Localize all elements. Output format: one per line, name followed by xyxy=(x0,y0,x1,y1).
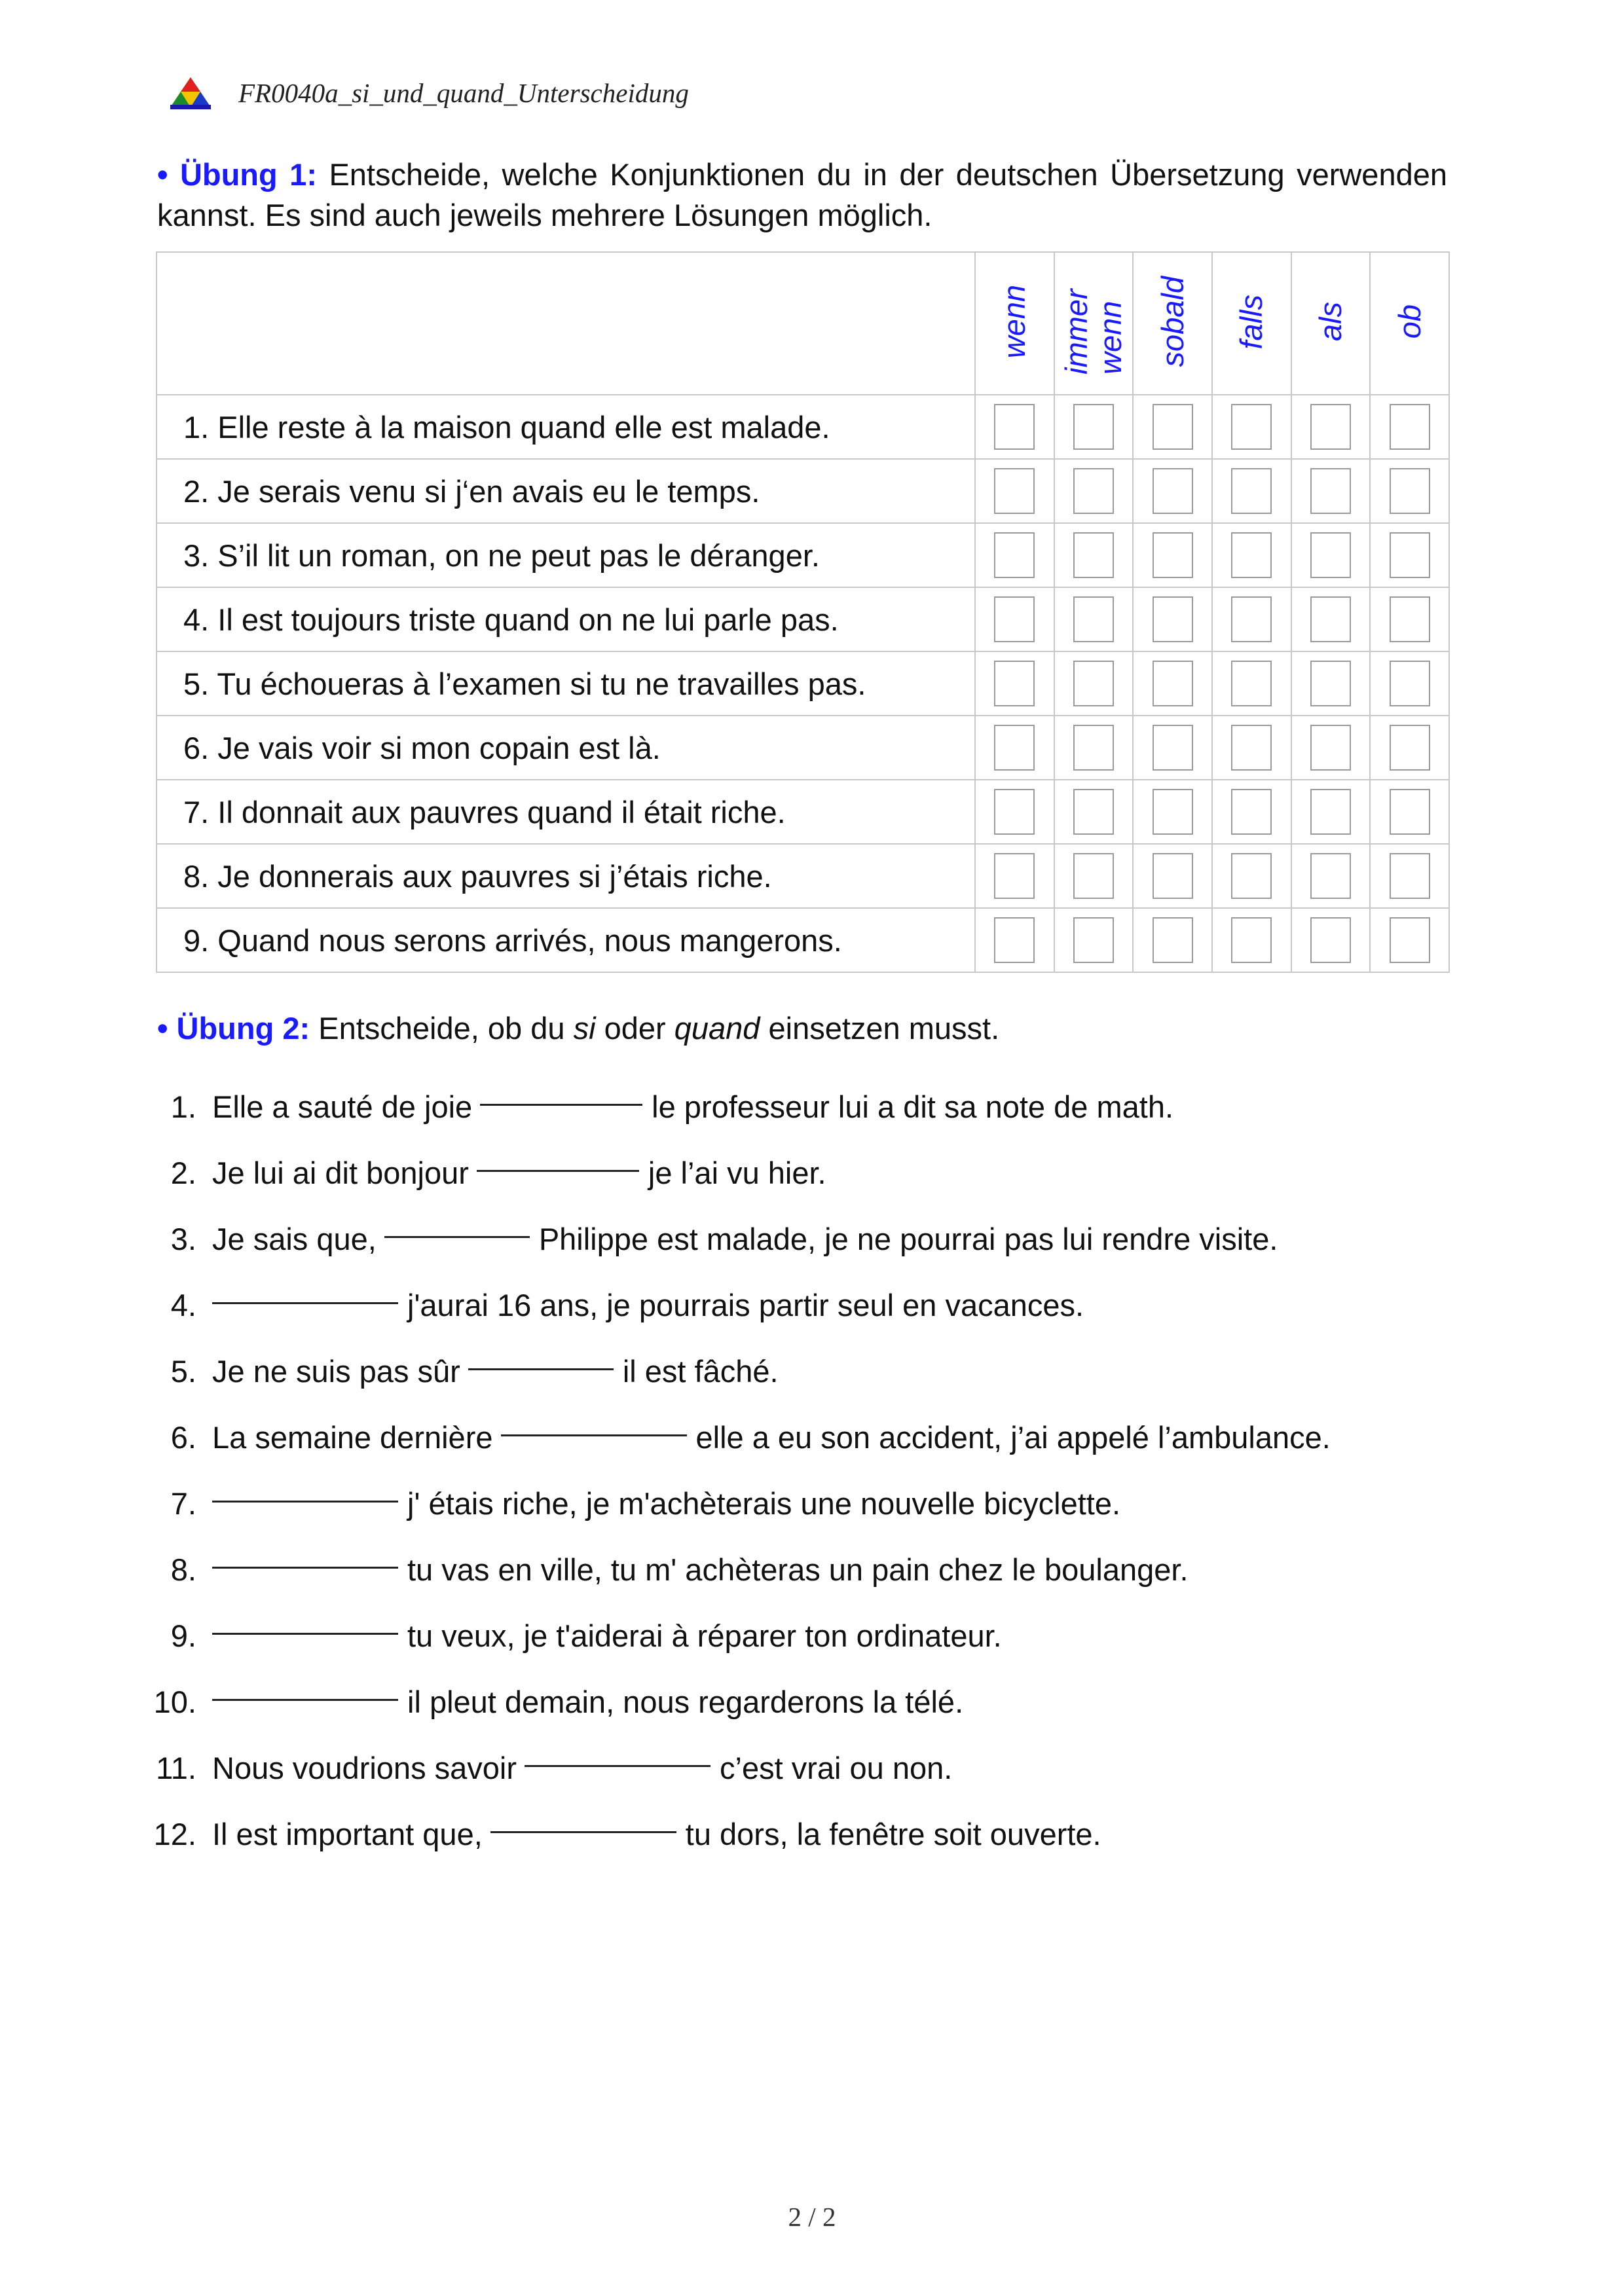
checkbox-cell xyxy=(1212,651,1291,716)
answer-checkbox[interactable] xyxy=(1390,404,1430,450)
checkbox-cell xyxy=(1291,523,1371,587)
sentence-cell: 3. S’il lit un roman, on ne peut pas le déranger. xyxy=(157,523,975,587)
table-row xyxy=(157,780,1449,844)
checkbox-cell xyxy=(1054,716,1134,780)
answer-checkbox[interactable] xyxy=(1390,596,1430,642)
answer-checkbox[interactable] xyxy=(994,917,1035,963)
exercise1-label: Übung 1: xyxy=(179,157,317,192)
checkbox-cell xyxy=(975,651,1054,716)
answer-blank[interactable] xyxy=(468,1338,614,1370)
checkbox-cell xyxy=(1212,459,1291,523)
exercise1-instructions: Entscheide, welche Konjunktionen du in der deutschen Übersetzung verwenden kannst. Es sind auch jeweils mehrere Lösungen möglich. xyxy=(157,157,1447,232)
column-header-sobald: sobald xyxy=(1133,252,1212,395)
checkbox-cell xyxy=(1291,395,1371,459)
answer-checkbox[interactable] xyxy=(1153,596,1193,642)
answer-checkbox[interactable] xyxy=(1231,789,1272,835)
answer-checkbox[interactable] xyxy=(1153,725,1193,771)
checkbox-cell xyxy=(1291,780,1371,844)
checkbox-cell xyxy=(1370,780,1449,844)
checkbox-cell xyxy=(1212,587,1291,651)
answer-checkbox[interactable] xyxy=(1231,596,1272,642)
bullet-icon: • xyxy=(157,157,168,192)
text-after-blank: j' étais riche, je m'achèterais une nouvelle bicyclette. xyxy=(407,1486,1121,1521)
answer-blank[interactable] xyxy=(212,1669,398,1701)
answer-checkbox[interactable] xyxy=(1073,596,1114,642)
item-number: 6. xyxy=(170,1420,196,1455)
document-title: FR0040a_si_und_quand_Unterscheidung xyxy=(238,78,689,108)
answer-checkbox[interactable] xyxy=(1153,404,1193,450)
checkbox-cell xyxy=(1054,587,1134,651)
checkbox-cell xyxy=(975,395,1054,459)
item-text xyxy=(204,1537,1189,1603)
answer-checkbox[interactable] xyxy=(994,468,1035,514)
list-item xyxy=(131,1537,1506,1603)
answer-checkbox[interactable] xyxy=(1310,468,1351,514)
fill-in-list xyxy=(131,1074,1506,1867)
table-row xyxy=(157,459,1449,523)
list-item xyxy=(131,1140,1506,1206)
sentence-cell: 2. Je serais venu si j‘en avais eu le temps. xyxy=(157,459,975,523)
answer-checkbox[interactable] xyxy=(1153,789,1193,835)
column-header-wenn: wenn xyxy=(975,252,1054,395)
checkbox-cell xyxy=(1054,908,1134,972)
answer-checkbox[interactable] xyxy=(1231,468,1272,514)
answer-checkbox[interactable] xyxy=(1073,404,1114,450)
answer-checkbox[interactable] xyxy=(1390,661,1430,706)
answer-blank[interactable] xyxy=(480,1074,642,1106)
exercise2-instruction-start: Entscheide, ob du xyxy=(318,1011,565,1046)
table-row xyxy=(157,844,1449,908)
checkbox-cell xyxy=(1133,780,1212,844)
text-before-blank: Je lui ai dit bonjour xyxy=(212,1156,469,1190)
answer-blank[interactable] xyxy=(477,1140,639,1172)
table-row xyxy=(157,651,1449,716)
checkbox-cell xyxy=(1133,459,1212,523)
list-item xyxy=(131,1735,1506,1801)
table-row xyxy=(157,523,1449,587)
text-before-blank: Il est important que, xyxy=(212,1817,483,1851)
checkbox-cell xyxy=(1370,844,1449,908)
exercise2-instruction-end: einsetzen musst. xyxy=(768,1011,1000,1046)
page-number: 2 / 2 xyxy=(788,2202,836,2232)
checkbox-cell xyxy=(1370,587,1449,651)
answer-blank[interactable] xyxy=(501,1404,687,1436)
item-number: 1. xyxy=(170,1089,196,1124)
answer-checkbox[interactable] xyxy=(1310,404,1351,450)
answer-checkbox[interactable] xyxy=(1310,789,1351,835)
checkbox-cell xyxy=(1291,587,1371,651)
answer-checkbox[interactable] xyxy=(1390,917,1430,963)
checkbox-cell xyxy=(1054,459,1134,523)
answer-checkbox[interactable] xyxy=(1073,661,1114,706)
answer-checkbox[interactable] xyxy=(1310,917,1351,963)
conjunction-table xyxy=(156,251,1450,973)
bullet-icon: • xyxy=(157,1011,168,1046)
exercise2-instruction-middle: oder xyxy=(604,1011,666,1046)
list-item xyxy=(131,1272,1506,1338)
item-text xyxy=(204,1074,1173,1140)
answer-checkbox[interactable] xyxy=(1073,853,1114,899)
sentence-cell: 6. Je vais voir si mon copain est là. xyxy=(157,716,975,780)
item-text xyxy=(204,1404,1331,1470)
answer-checkbox[interactable] xyxy=(1390,789,1430,835)
checkbox-cell xyxy=(1054,780,1134,844)
answer-checkbox[interactable] xyxy=(994,404,1035,450)
checkbox-cell xyxy=(1212,844,1291,908)
item-text xyxy=(204,1206,1278,1272)
text-before-blank: Je sais que, xyxy=(212,1222,377,1256)
answer-checkbox[interactable] xyxy=(994,661,1035,706)
answer-checkbox[interactable] xyxy=(1310,596,1351,642)
sentence-cell: 9. Quand nous serons arrivés, nous mangerons. xyxy=(157,908,975,972)
answer-checkbox[interactable] xyxy=(1390,532,1430,578)
checkbox-cell xyxy=(1370,716,1449,780)
answer-blank[interactable] xyxy=(490,1801,676,1833)
checkbox-cell xyxy=(1291,908,1371,972)
answer-checkbox[interactable] xyxy=(1310,532,1351,578)
answer-checkbox[interactable] xyxy=(994,596,1035,642)
answer-checkbox[interactable] xyxy=(1390,725,1430,771)
checkbox-cell xyxy=(1370,523,1449,587)
answer-checkbox[interactable] xyxy=(1231,853,1272,899)
answer-checkbox[interactable] xyxy=(1073,468,1114,514)
sentence-cell: 7. Il donnait aux pauvres quand il était riche. xyxy=(157,780,975,844)
text-after-blank: j'aurai 16 ans, je pourrais partir seul en vacances. xyxy=(407,1288,1084,1322)
table-row xyxy=(157,908,1449,972)
sentence-cell: 1. Elle reste à la maison quand elle est malade. xyxy=(157,395,975,459)
answer-checkbox[interactable] xyxy=(994,789,1035,835)
answer-blank[interactable] xyxy=(212,1470,398,1503)
column-header-falls: falls xyxy=(1212,252,1291,395)
text-after-blank: c’est vrai ou non. xyxy=(720,1751,953,1785)
checkbox-cell xyxy=(1212,395,1291,459)
text-after-blank: tu vas en ville, tu m' achèteras un pain chez le boulanger. xyxy=(407,1552,1189,1587)
answer-checkbox[interactable] xyxy=(994,532,1035,578)
document-header xyxy=(169,73,689,113)
exercise1-heading xyxy=(157,155,1447,236)
answer-checkbox[interactable] xyxy=(994,725,1035,771)
answer-checkbox[interactable] xyxy=(1310,661,1351,706)
sentence-cell: 4. Il est toujours triste quand on ne lui parle pas. xyxy=(157,587,975,651)
item-number: 7. xyxy=(170,1486,196,1521)
item-text xyxy=(204,1272,1084,1338)
checkbox-cell xyxy=(1133,523,1212,587)
checkbox-cell xyxy=(1133,716,1212,780)
checkbox-cell xyxy=(1133,395,1212,459)
text-after-blank: le professeur lui a dit sa note de math. xyxy=(652,1089,1174,1124)
answer-checkbox[interactable] xyxy=(1073,725,1114,771)
checkbox-cell xyxy=(1212,716,1291,780)
exercise2-label: Übung 2: xyxy=(176,1011,310,1046)
lernwerk-logo-icon xyxy=(169,76,212,110)
checkbox-cell xyxy=(975,459,1054,523)
checkbox-cell xyxy=(1291,651,1371,716)
item-number: 4. xyxy=(170,1288,196,1322)
answer-checkbox[interactable] xyxy=(1390,853,1430,899)
text-after-blank: il pleut demain, nous regarderons la télé. xyxy=(407,1685,964,1719)
checkbox-cell xyxy=(975,523,1054,587)
checkbox-cell xyxy=(1054,844,1134,908)
table-row xyxy=(157,716,1449,780)
item-text xyxy=(204,1669,963,1735)
checkbox-cell xyxy=(975,780,1054,844)
answer-checkbox[interactable] xyxy=(1153,468,1193,514)
list-item xyxy=(131,1669,1506,1735)
text-after-blank: elle a eu son accident, j’ai appelé l’ambulance. xyxy=(695,1420,1331,1455)
answer-blank[interactable] xyxy=(212,1272,398,1304)
text-after-blank: je l’ai vu hier. xyxy=(648,1156,826,1190)
answer-checkbox[interactable] xyxy=(1153,853,1193,899)
answer-checkbox[interactable] xyxy=(1153,532,1193,578)
table-corner-cell xyxy=(157,252,975,395)
answer-checkbox[interactable] xyxy=(1390,468,1430,514)
table-row xyxy=(157,395,1449,459)
checkbox-cell xyxy=(1133,651,1212,716)
item-number: 11. xyxy=(156,1751,196,1785)
checkbox-cell xyxy=(1291,844,1371,908)
sentence-cell: 5. Tu échoueras à l’examen si tu ne travailles pas. xyxy=(157,651,975,716)
list-item xyxy=(131,1470,1506,1537)
list-item xyxy=(131,1206,1506,1272)
item-number: 10. xyxy=(153,1685,196,1719)
item-number: 5. xyxy=(170,1354,196,1389)
answer-checkbox[interactable] xyxy=(1073,532,1114,578)
list-item xyxy=(131,1801,1506,1867)
column-header-immer-wenn: immer wenn xyxy=(1054,252,1134,395)
column-header-ob: ob xyxy=(1370,252,1449,395)
text-before-blank: La semaine dernière xyxy=(212,1420,493,1455)
list-item xyxy=(131,1338,1506,1404)
item-text xyxy=(204,1603,1002,1669)
checkbox-cell xyxy=(1370,651,1449,716)
item-number: 8. xyxy=(170,1552,196,1587)
answer-checkbox[interactable] xyxy=(1153,917,1193,963)
answer-checkbox[interactable] xyxy=(1310,725,1351,771)
answer-checkbox[interactable] xyxy=(1231,661,1272,706)
exercise2-heading xyxy=(157,1008,1447,1049)
answer-blank[interactable] xyxy=(212,1537,398,1569)
checkbox-cell xyxy=(1054,395,1134,459)
checkbox-cell xyxy=(975,908,1054,972)
answer-checkbox[interactable] xyxy=(1310,853,1351,899)
checkbox-cell xyxy=(1133,844,1212,908)
item-text xyxy=(204,1338,779,1404)
text-before-blank: Nous voudrions savoir xyxy=(212,1751,517,1785)
checkbox-cell xyxy=(1370,908,1449,972)
answer-blank[interactable] xyxy=(384,1206,530,1238)
item-text xyxy=(204,1140,826,1206)
text-before-blank: Je ne suis pas sûr xyxy=(212,1354,460,1389)
checkbox-cell xyxy=(1291,459,1371,523)
item-number: 9. xyxy=(170,1618,196,1653)
checkbox-cell xyxy=(1133,908,1212,972)
list-item xyxy=(131,1074,1506,1140)
checkbox-cell xyxy=(1054,651,1134,716)
checkbox-cell xyxy=(975,587,1054,651)
item-number: 12. xyxy=(153,1817,196,1851)
checkbox-cell xyxy=(1370,459,1449,523)
answer-checkbox[interactable] xyxy=(1231,917,1272,963)
term-si: si xyxy=(573,1011,596,1046)
item-text xyxy=(204,1470,1120,1537)
list-item xyxy=(131,1404,1506,1470)
checkbox-cell xyxy=(975,716,1054,780)
item-text xyxy=(204,1735,952,1801)
column-header-als: als xyxy=(1291,252,1371,395)
answer-blank[interactable] xyxy=(212,1603,398,1635)
item-text xyxy=(204,1801,1101,1867)
sentence-cell: 8. Je donnerais aux pauvres si j’étais riche. xyxy=(157,844,975,908)
table-row xyxy=(157,587,1449,651)
list-item xyxy=(131,1603,1506,1669)
text-after-blank: il est fâché. xyxy=(622,1354,779,1389)
answer-checkbox[interactable] xyxy=(1231,725,1272,771)
item-number: 2. xyxy=(170,1156,196,1190)
item-number: 3. xyxy=(170,1222,196,1256)
checkbox-cell xyxy=(1291,716,1371,780)
checkbox-cell xyxy=(1370,395,1449,459)
checkbox-cell xyxy=(1133,587,1212,651)
text-after-blank: tu dors, la fenêtre soit ouverte. xyxy=(685,1817,1101,1851)
answer-checkbox[interactable] xyxy=(1073,789,1114,835)
answer-checkbox[interactable] xyxy=(1153,661,1193,706)
term-quand: quand xyxy=(674,1011,760,1046)
checkbox-cell xyxy=(1212,908,1291,972)
answer-checkbox[interactable] xyxy=(1231,532,1272,578)
checkbox-cell xyxy=(1212,780,1291,844)
text-before-blank: Elle a sauté de joie xyxy=(212,1089,473,1124)
answer-blank[interactable] xyxy=(525,1735,710,1767)
checkbox-cell xyxy=(1212,523,1291,587)
checkbox-cell xyxy=(1054,523,1134,587)
answer-checkbox[interactable] xyxy=(1073,917,1114,963)
checkbox-cell xyxy=(975,844,1054,908)
table-header-row xyxy=(157,252,1449,395)
text-after-blank: tu veux, je t'aiderai à réparer ton ordinateur. xyxy=(407,1618,1002,1653)
answer-checkbox[interactable] xyxy=(994,853,1035,899)
text-after-blank: Philippe est malade, je ne pourrai pas lui rendre visite. xyxy=(538,1222,1278,1256)
answer-checkbox[interactable] xyxy=(1231,404,1272,450)
